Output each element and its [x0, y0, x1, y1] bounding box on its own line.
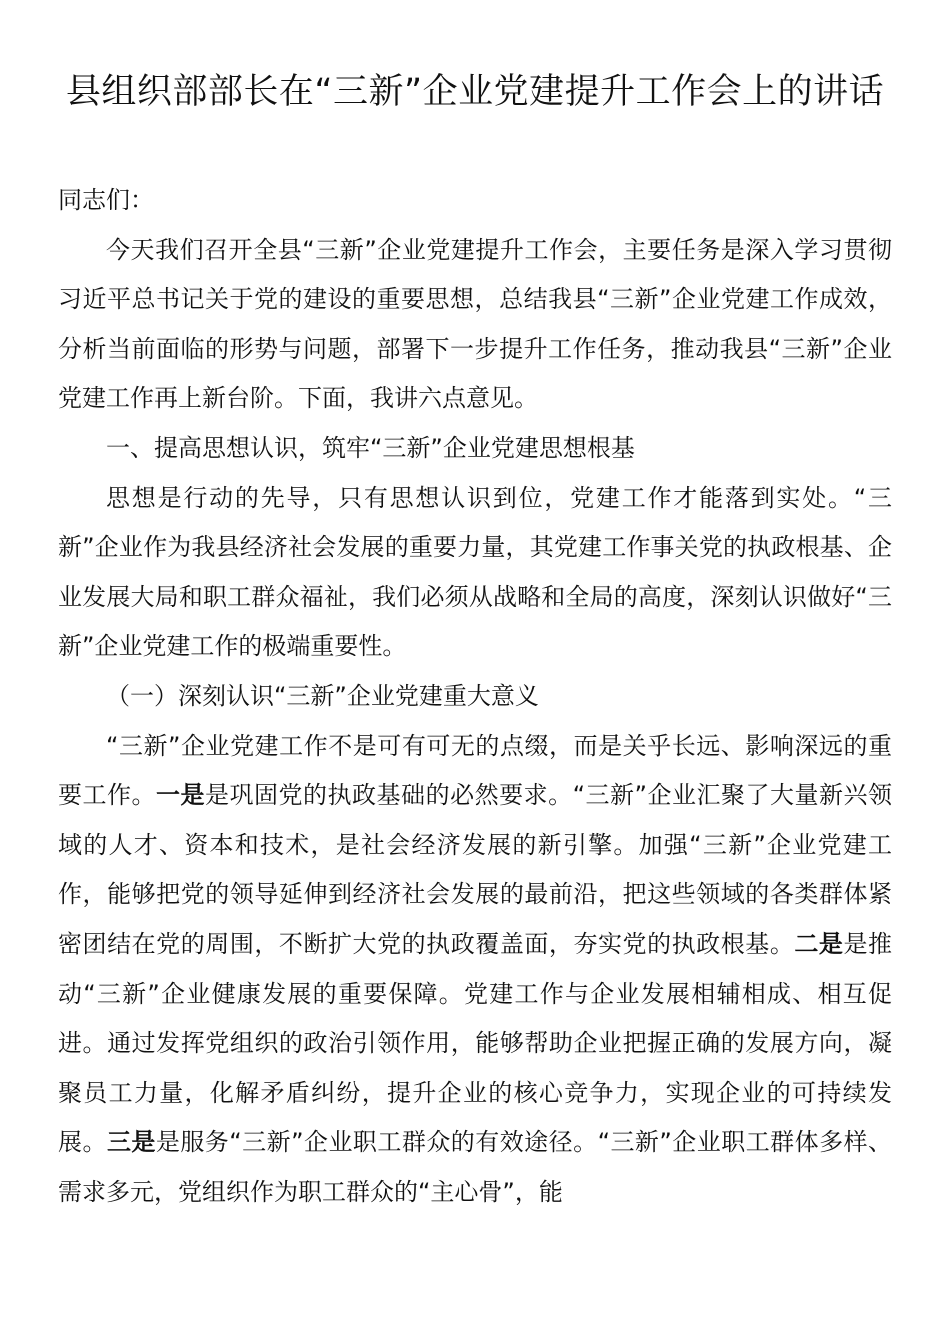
intro-paragraph: 今天我们召开全县“三新”企业党建提升工作会，主要任务是深入学习贯彻习近平总书记关于党的建设的重要思想，总结我县“三新”企业党建工作成效，分析当前面临的形势与问题，部署下一步提升工作任务，推动我县“三新”企业党建工作再上新台阶。下面，我讲六点意见。: [58, 235, 892, 413]
document-body: [58, 176, 892, 1217]
document-page: [58, 66, 892, 1217]
greeting: 同志们：: [58, 186, 154, 214]
point-1-label: 一是: [156, 781, 206, 810]
section-1-heading: 一、提高思想认识，筑牢“三新”企业党建思想根基: [106, 433, 635, 462]
subsection-1-paragraph: [58, 722, 892, 1218]
document-title: 县组织部部长在“三新”企业党建提升工作会上的讲话: [65, 72, 885, 112]
point-2-text: 是推动“三新”企业健康发展的重要保障。党建工作与企业发展相辅相成、相互促进。通过发挥党组织的政治引领作用，能够帮助企业把握正确的发展方向，凝聚员工力量，化解矛盾纠纷，提升企业的核心竞争力，实现企业的可持续发展。: [58, 929, 893, 1157]
point-2-label: 二是: [794, 929, 844, 958]
paragraph-lead: “三新”企业党建工作不是可有可无的点缀，而是关乎长远、影响深远的重要工作。: [58, 731, 892, 810]
point-3-text: 是服务“三新”企业职工群众的有效途径。“三新”企业职工群体多样、需求多元，党组织作为职工群众的“主心骨”，能: [58, 1128, 893, 1206]
section-1-paragraph: 思想是行动的先导，只有思想认识到位，党建工作才能落到实处。“三新”企业作为我县经济社会发展的重要力量，其党建工作事关党的执政根基、企业发展大局和职工群众福祉，我们必须从战略和全局的高度，深刻认识做好“三新”企业党建工作的极端重要性。: [58, 483, 892, 661]
point-1-text: 是巩固党的执政基础的必然要求。“三新”企业汇聚了大量新兴领域的人才、资本和技术，是社会经济发展的新引擎。加强“三新”企业党建工作，能够把党的领导延伸到经济社会发展的最前沿，把这些领域的各类群体紧密团结在党的周围，不断扩大党的执政覆盖面，夯实党的执政根基。: [58, 781, 892, 958]
subsection-1-heading: （一）深刻认识“三新”企业党建重大意义: [106, 681, 539, 710]
point-3-label: 三是: [106, 1128, 156, 1157]
